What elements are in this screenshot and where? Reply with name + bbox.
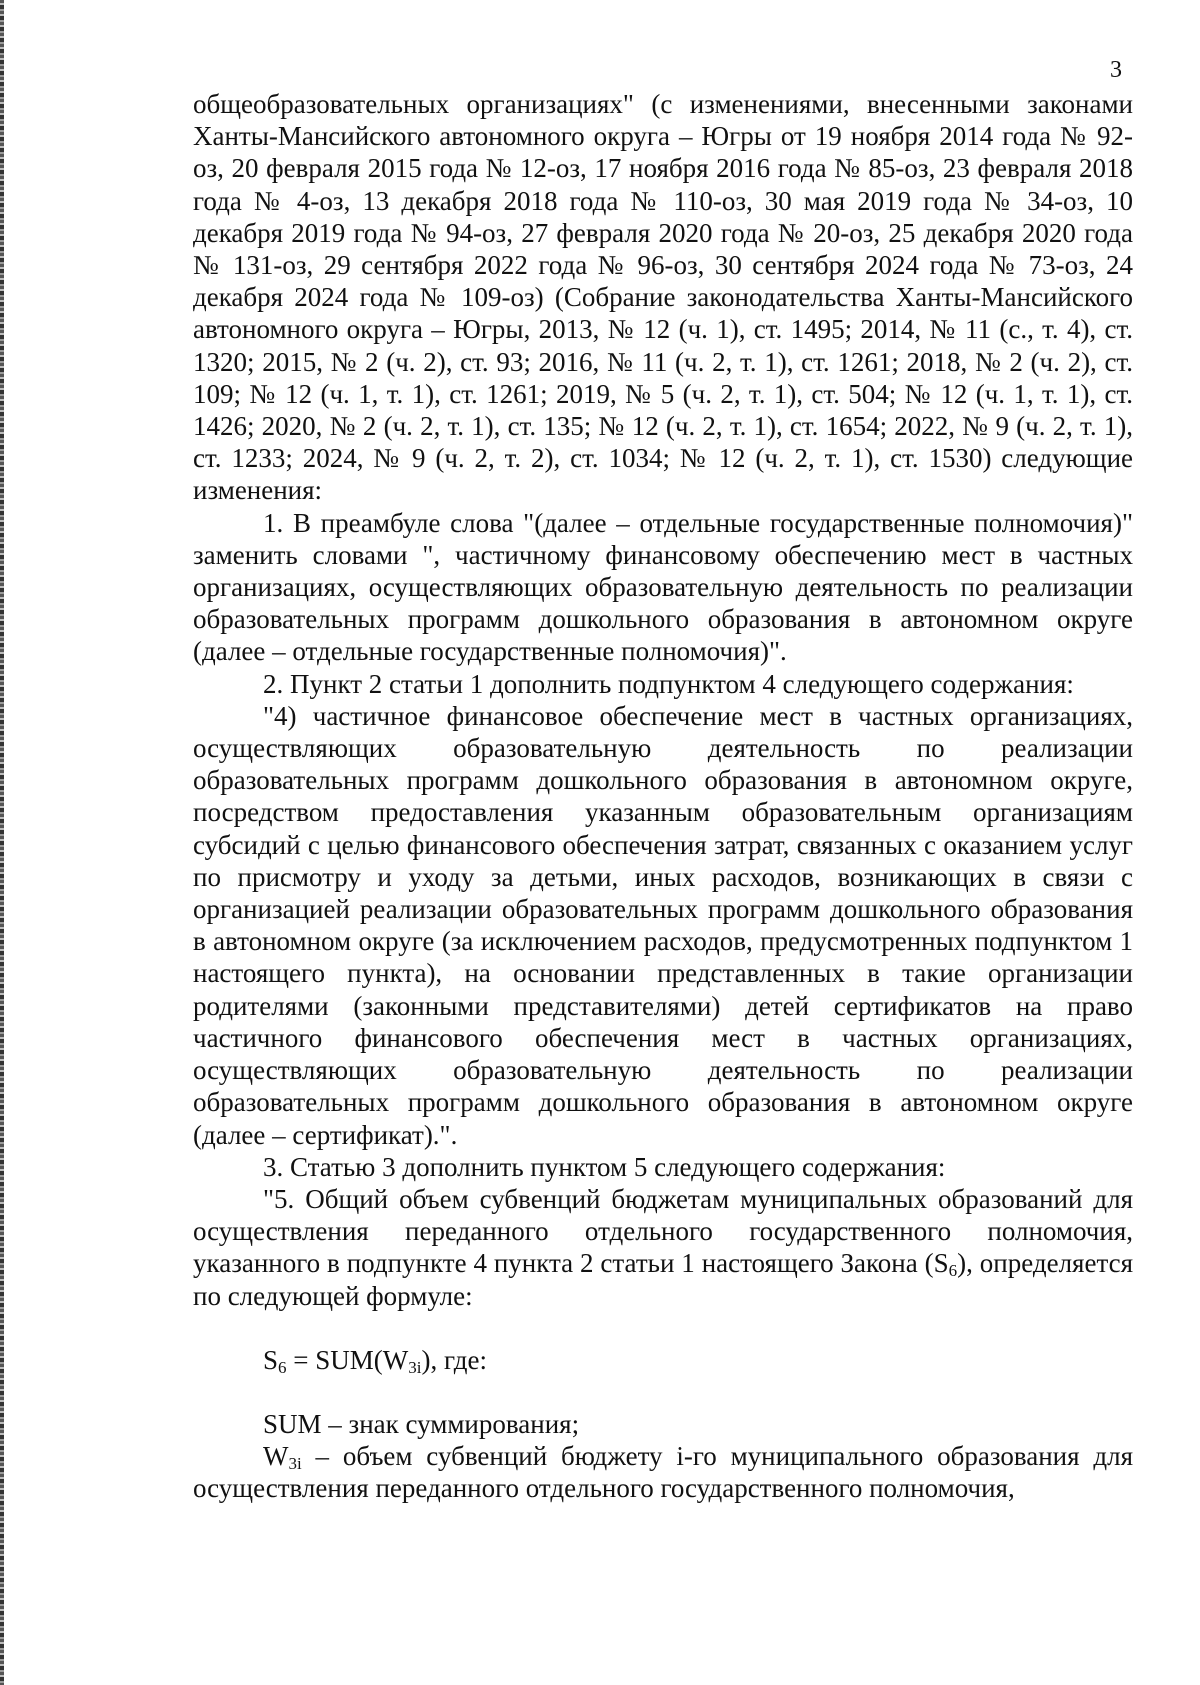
definition-w-subscript: 3i xyxy=(288,1454,302,1474)
amendment-item-1: 1. В преамбуле слова "(далее – отдельные государственные полномочия)" заменить словами ", частичному финансовому обеспечению мест в частных организациях, осуществляющих образовательную деятельность по реализации образовательных программ дошкольного образования в автономном округе (далее – отдельные государственные полномочия)". xyxy=(193,507,1133,667)
item3-quote-tail: ), определяется по следующей формуле: xyxy=(193,1248,1133,1311)
intro-paragraph: общеобразовательных организациях" (с изменениями, внесенными законами Ханты-Мансийского автономного округа – Югры от 19 ноября 2014 года № 92-оз, 20 февраля 2015 года № 12-оз, 17 ноября 2016 года № 85-оз, 23 февраля 2018 года № 4-оз, 13 декабря 2018 года № 110-оз, 30 мая 2019 года № 34-оз, 10 декабря 2019 года № 94-оз, 27 февраля 2020 года № 20-оз, 25 декабря 2020 года № 131-оз, 29 сентября 2022 года № 96-оз, 30 сентября 2024 года № 73-оз, 24 декабря 2024 года № 109-оз) (Собрание законодательства Ханты-Мансийского автономного округа – Югры, 2013, № 12 (ч. 1), ст. 1495; 2014, № 11 (с., т. 4), ст. 1320; 2015, № 2 (ч. 2), ст. 93; 2016, № 11 (ч. 2, т. 1), ст. 1261; 2018, № 2 (ч. 2), ст. 109; № 12 (ч. 1, т. 1), ст. 1261; 2019, № 5 (ч. 2, т. 1), ст. 504; № 12 (ч. 1, т. 1), ст. 1426; 2020, № 2 (ч. 2, т. 1), ст. 135; № 12 (ч. 2, т. 1), ст. 1654; 2022, № 9 (ч. 2, т. 1), ст. 1233; 2024, № 9 (ч. 2, т. 2), ст. 1034; № 12 (ч. 2, т. 1), ст. 1530) следующие изменения: xyxy=(193,89,1133,506)
document-body xyxy=(193,88,1133,1505)
scan-edge xyxy=(0,0,4,1685)
formula-lhs: S xyxy=(263,1344,279,1375)
definition-w-symbol: W xyxy=(263,1441,289,1472)
formula-rhs: ), где: xyxy=(421,1344,487,1375)
formula xyxy=(193,1344,1133,1376)
definition-sum: SUM – знак суммирования; xyxy=(263,1408,580,1439)
formula-w-subscript: 3i xyxy=(408,1357,422,1377)
definition-w-text: – объем субвенций бюджету i-го муниципального образования для осуществления переданного отдельного государственного полномочия, xyxy=(193,1441,1133,1504)
amendment-item-2-quote: "4) частичное финансовое обеспечение мест в частных организациях, осуществляющих образовательную деятельность по реализации образовательных программ дошкольного образования в автономном округе, посредством предоставления указанным образовательным организациям субсидий с целью финансового обеспечения затрат, связанных с оказанием услуг по присмотру и уходу за детьми, иных расходов, возникающих в связи с организацией реализации образовательных программ дошкольного образования в автономном округе (за исключением расходов, предусмотренных подпунктом 1 настоящего пункта), на основании представленных в такие организации родителями (законными представителями) детей сертификатов на право частичного финансового обеспечения мест в частных организациях, осуществляющих образовательную деятельность по реализации образовательных программ дошкольного образования в автономном округе (далее – сертификат).". xyxy=(193,700,1133,1150)
item3-quote-text: "5. Общий объем субвенций бюджетам муниципальных образований для осуществления переданного отдельного государственного полномочия, указанного в подпункте 4 пункта 2 статьи 1 настоящего Закона (S xyxy=(193,1183,1133,1279)
spacer xyxy=(193,1376,1133,1408)
definition-w xyxy=(193,1440,1133,1504)
amendment-item-3-quote xyxy=(193,1183,1133,1312)
amendment-item-2: 2. Пункт 2 статьи 1 дополнить подпунктом 4 следующего содержания: xyxy=(263,668,1074,699)
item3-subscript: 6 xyxy=(948,1261,958,1281)
formula-lhs-subscript: 6 xyxy=(278,1357,287,1377)
spacer xyxy=(193,1312,1133,1344)
formula-mid: = SUM(W xyxy=(286,1344,409,1375)
page-number: 3 xyxy=(1110,57,1122,83)
amendment-item-3: 3. Статью 3 дополнить пунктом 5 следующего содержания: xyxy=(263,1151,946,1182)
